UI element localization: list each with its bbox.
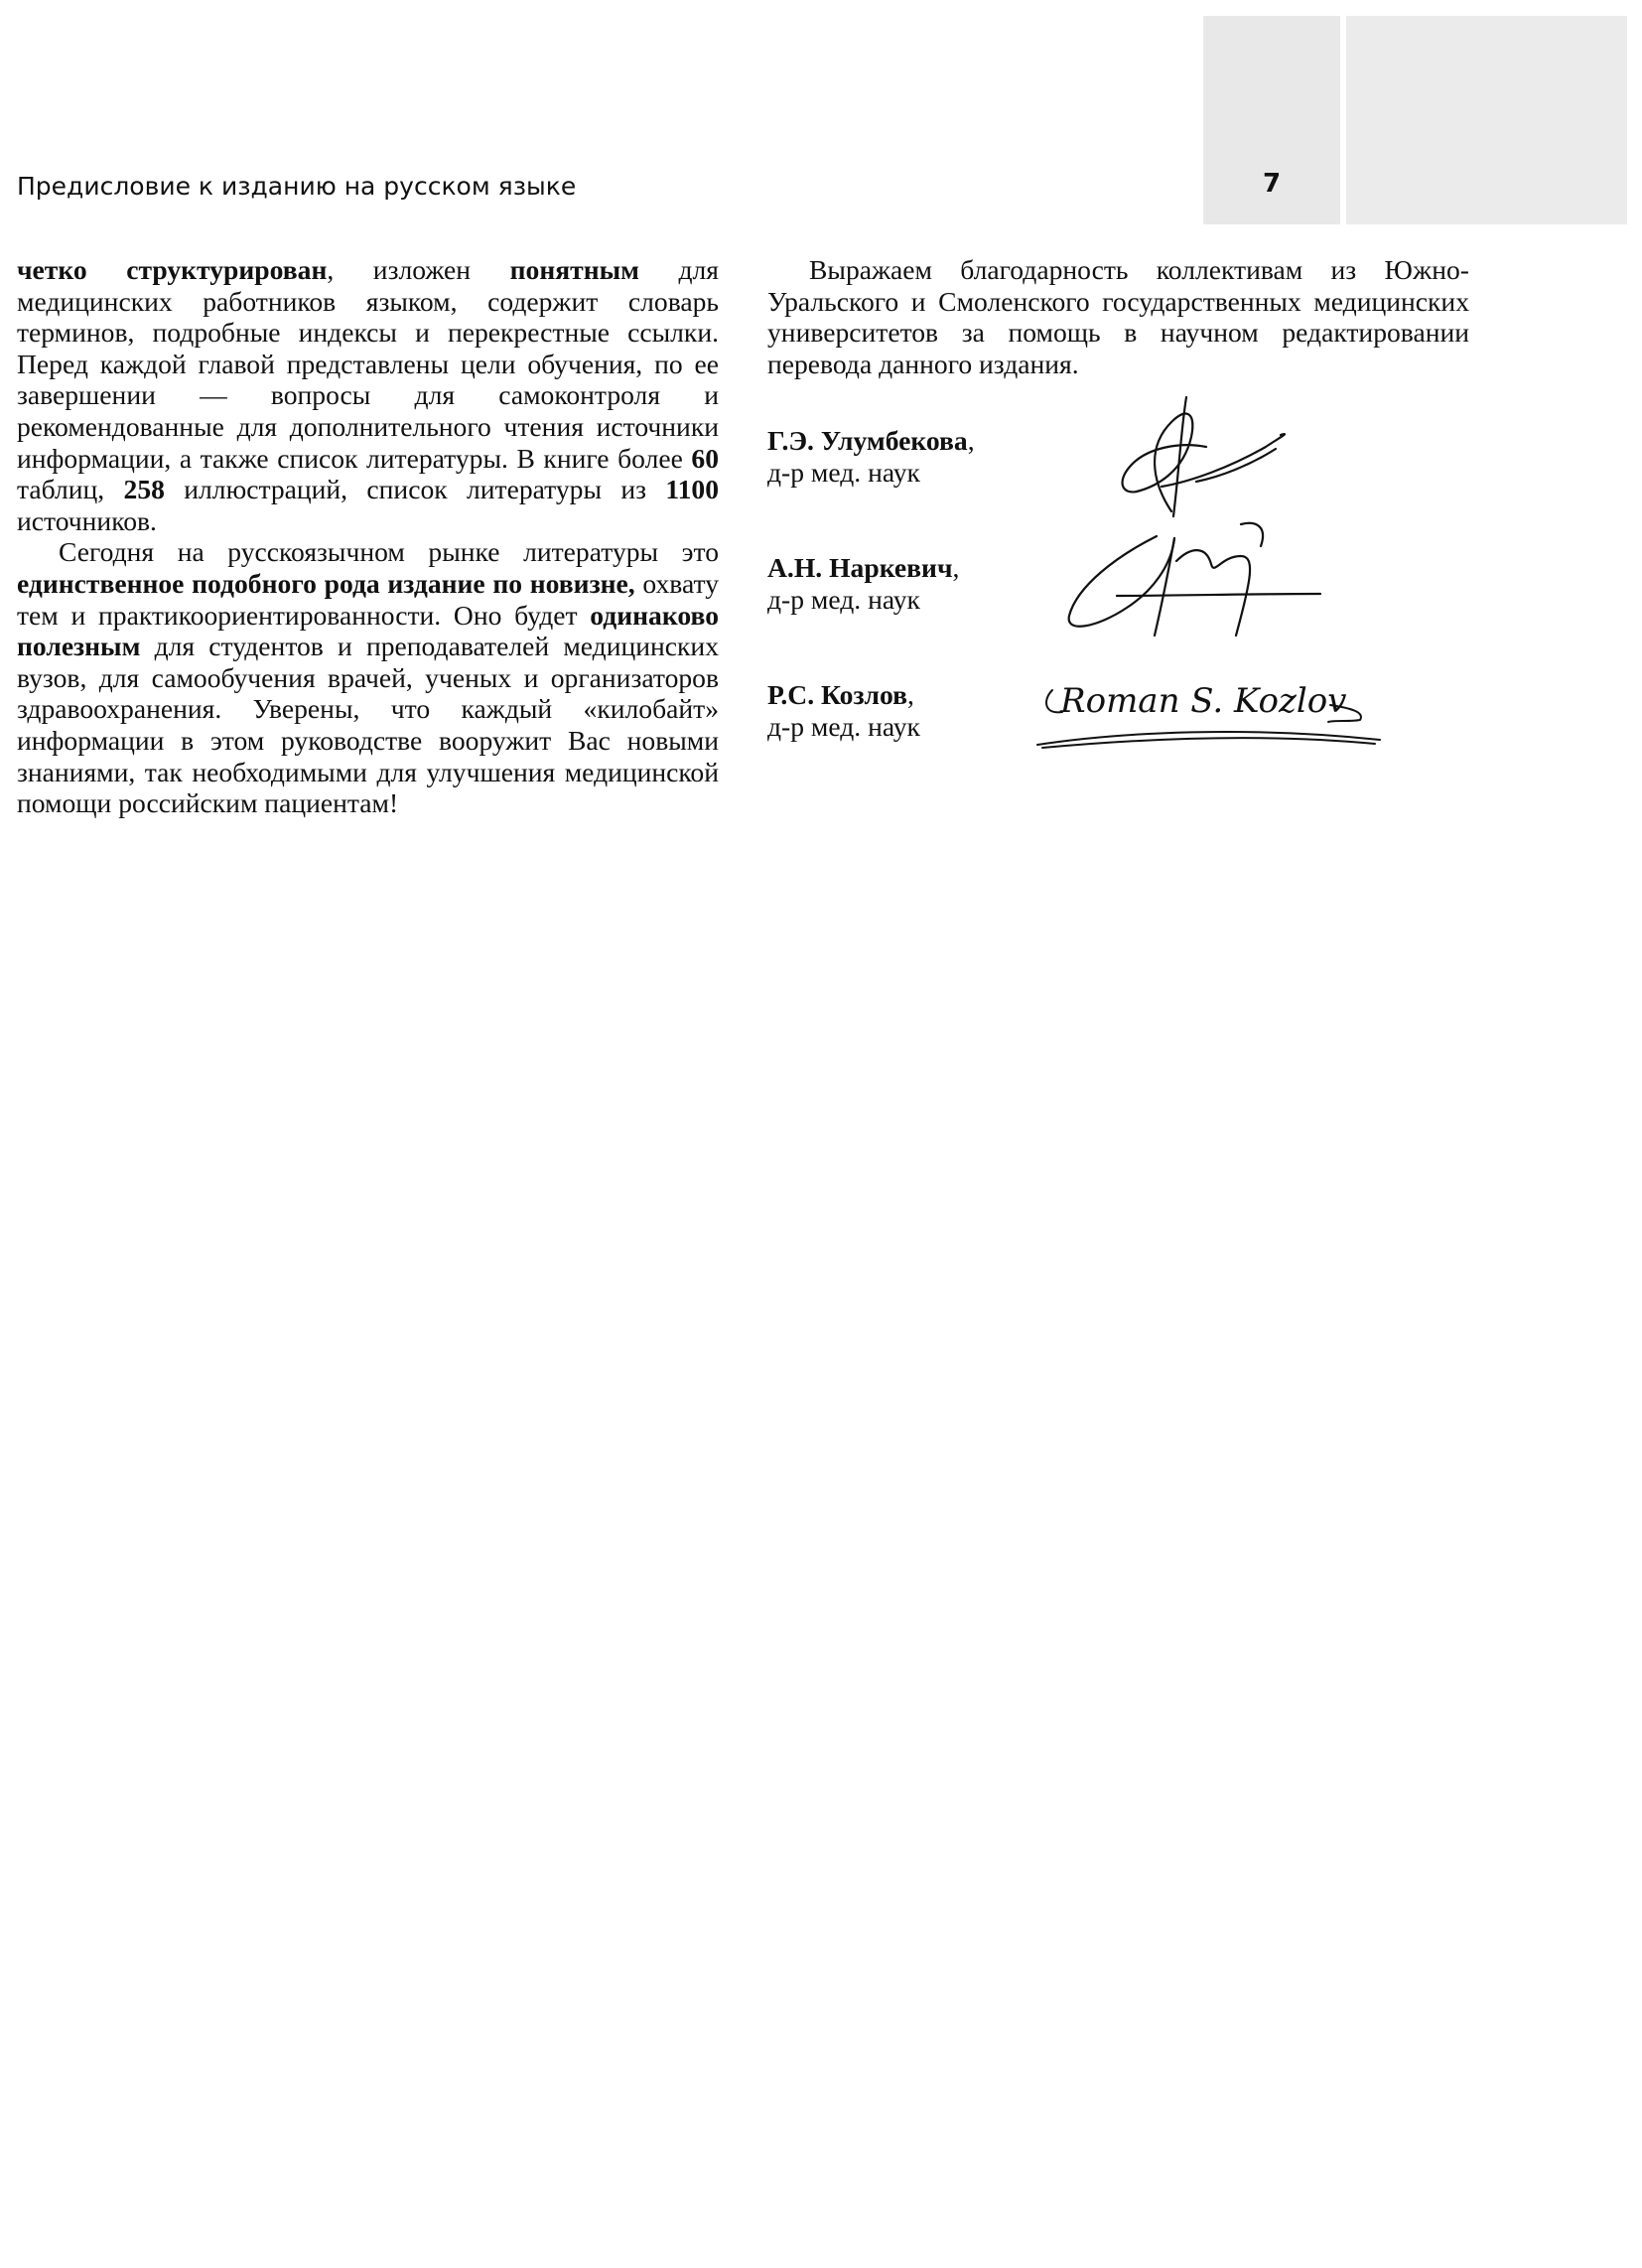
paragraph-market [17, 536, 719, 818]
bold-number: 258 [123, 474, 165, 505]
comma: , [952, 552, 960, 583]
signatory-degree: д-р мед. наук [767, 456, 920, 488]
bold-phrase: единственное подобного рода издание по новизне, [17, 567, 635, 599]
bold-number: 60 [691, 442, 719, 474]
right-column [767, 254, 1469, 379]
paragraph-structure [17, 254, 719, 536]
text-run: Сегодня на русскоязычном рынке литературы это [59, 536, 719, 568]
bold-phrase: четко структурирован [17, 254, 328, 285]
text-run: для студентов и преподавателей медицинских вузов, для самообучения врачей, ученых и организаторов здравоохранения. Уверены, что каждый «килобайт» информации в этом руководстве вооружит Вас новыми знаниями, так необходимыми для улучшения медицинской помощи российским пациентам! [17, 631, 719, 819]
text-run: иллюстраций, список литературы из [164, 474, 666, 505]
signatory-name: Р.С. Козлов [767, 679, 908, 710]
page-number: 7 [1262, 169, 1282, 199]
signature-narkevich [1057, 516, 1335, 655]
signatory-2 [767, 552, 959, 615]
signatory-name: А.Н. Наркевич [767, 552, 953, 583]
text-run: охвату тем и практикоориентированности. Оно будет [17, 567, 719, 631]
signature-kozlov [1032, 660, 1390, 755]
bold-phrase: понятным [509, 254, 639, 285]
signature-ulumbekova [1112, 387, 1330, 526]
bold-number: 1100 [665, 474, 719, 505]
text-run: для медицинских работников языком, содержит словарь терминов, подробные индексы и перекрестные ссылки. Перед каждой главой представлены цели обучения, по ее завершении — вопросы для самоконтроля и рекомендованные для дополнительного чтения источники информации, а также список литературы. В книге более [17, 254, 720, 474]
signatory-name: Г.Э. Улумбекова [767, 425, 968, 456]
signatory-3 [767, 679, 920, 742]
comma: , [907, 679, 914, 710]
paragraph-thanks: Выражаем благодарность коллективам из Южно-Уральского и Смоленского государственных медицинских университетов за помощь в научном редактировании перевода данного издания. [767, 254, 1469, 379]
signature-lettering: Roman S. Kozlov [1060, 681, 1347, 721]
text-run: , изложен [327, 254, 510, 285]
signatory-degree: д-р мед. наук [767, 710, 920, 742]
bold-phrase: одинаково полезным [17, 599, 719, 662]
left-column [17, 254, 719, 819]
header-decorative-tab [1346, 16, 1627, 224]
signatory-degree: д-р мед. наук [767, 583, 920, 615]
running-title: Предисловие к изданию на русском языке [17, 172, 577, 201]
text-run: источников. [17, 504, 157, 536]
signatory-1 [767, 425, 975, 488]
text-run: таблиц, [17, 474, 124, 505]
comma: , [967, 425, 975, 456]
